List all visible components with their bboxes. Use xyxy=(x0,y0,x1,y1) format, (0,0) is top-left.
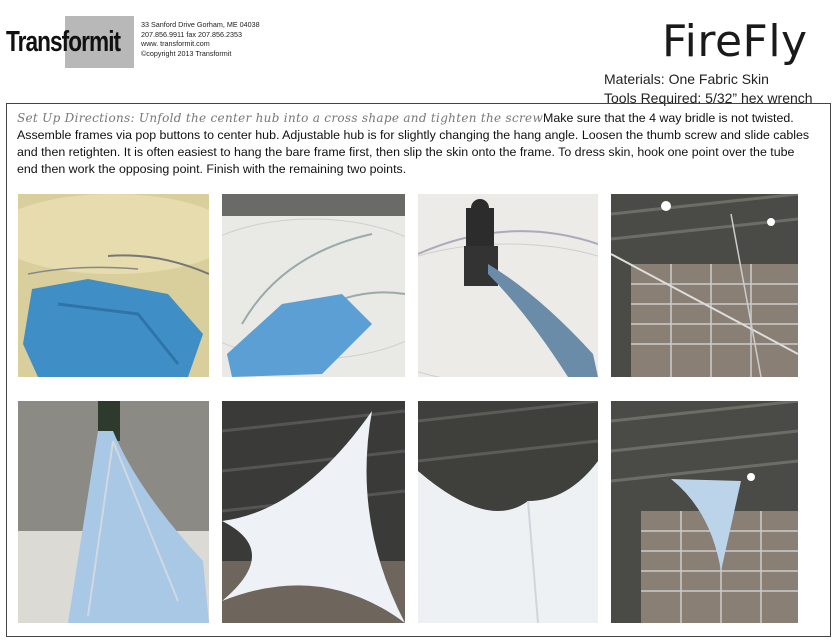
directions-body: Make sure that the 4 way bridle is not twisted. Assemble frames via pop buttons to center hub. Adjustable hub is for slightly changing the hang angle. Loosen the thumb screw and slide cables and then retighten. It is often easiest to hang the bare frame first, then slip the skin onto the frame. To dress skin, hook one point over the tube end then work the opposing point. Finish with the remaining two points. xyxy=(17,111,810,176)
copyright-line: ©copyright 2013 Transformit xyxy=(141,48,232,58)
setup-directions xyxy=(17,110,817,178)
product-title: FireFly xyxy=(662,16,808,67)
photo-step-1-unfold-skin xyxy=(18,194,209,377)
photo-step-8-finished-firefly xyxy=(611,401,798,623)
photo-step-4-hanging-frame xyxy=(611,194,798,377)
photo-step-5-dress-skin xyxy=(18,401,209,623)
logo-wordmark: Transformit xyxy=(6,26,121,58)
photo-step-3-person-assembling xyxy=(418,194,598,377)
company-address-block xyxy=(141,20,260,58)
photo-step-6-skin-on-frame xyxy=(222,401,405,623)
tools-line: Tools Required: 5/32” hex wrench xyxy=(604,90,813,106)
photo-step-2-frame-on-skin xyxy=(222,194,405,377)
address-line: 33 Sanford Drive Gorham, ME 04038 xyxy=(141,20,260,29)
transformit-logo xyxy=(6,16,134,62)
phone-line: 207.856.9911 fax 207.856.2353 xyxy=(141,29,242,39)
website-line: www. transformit.com xyxy=(141,39,210,49)
photo-step-7-skin-closeup xyxy=(418,401,598,623)
directions-heading: Set Up Directions: Unfold the center hub into a cross shape and tighten the screw xyxy=(17,111,544,125)
materials-line: Materials: One Fabric Skin xyxy=(604,71,769,87)
